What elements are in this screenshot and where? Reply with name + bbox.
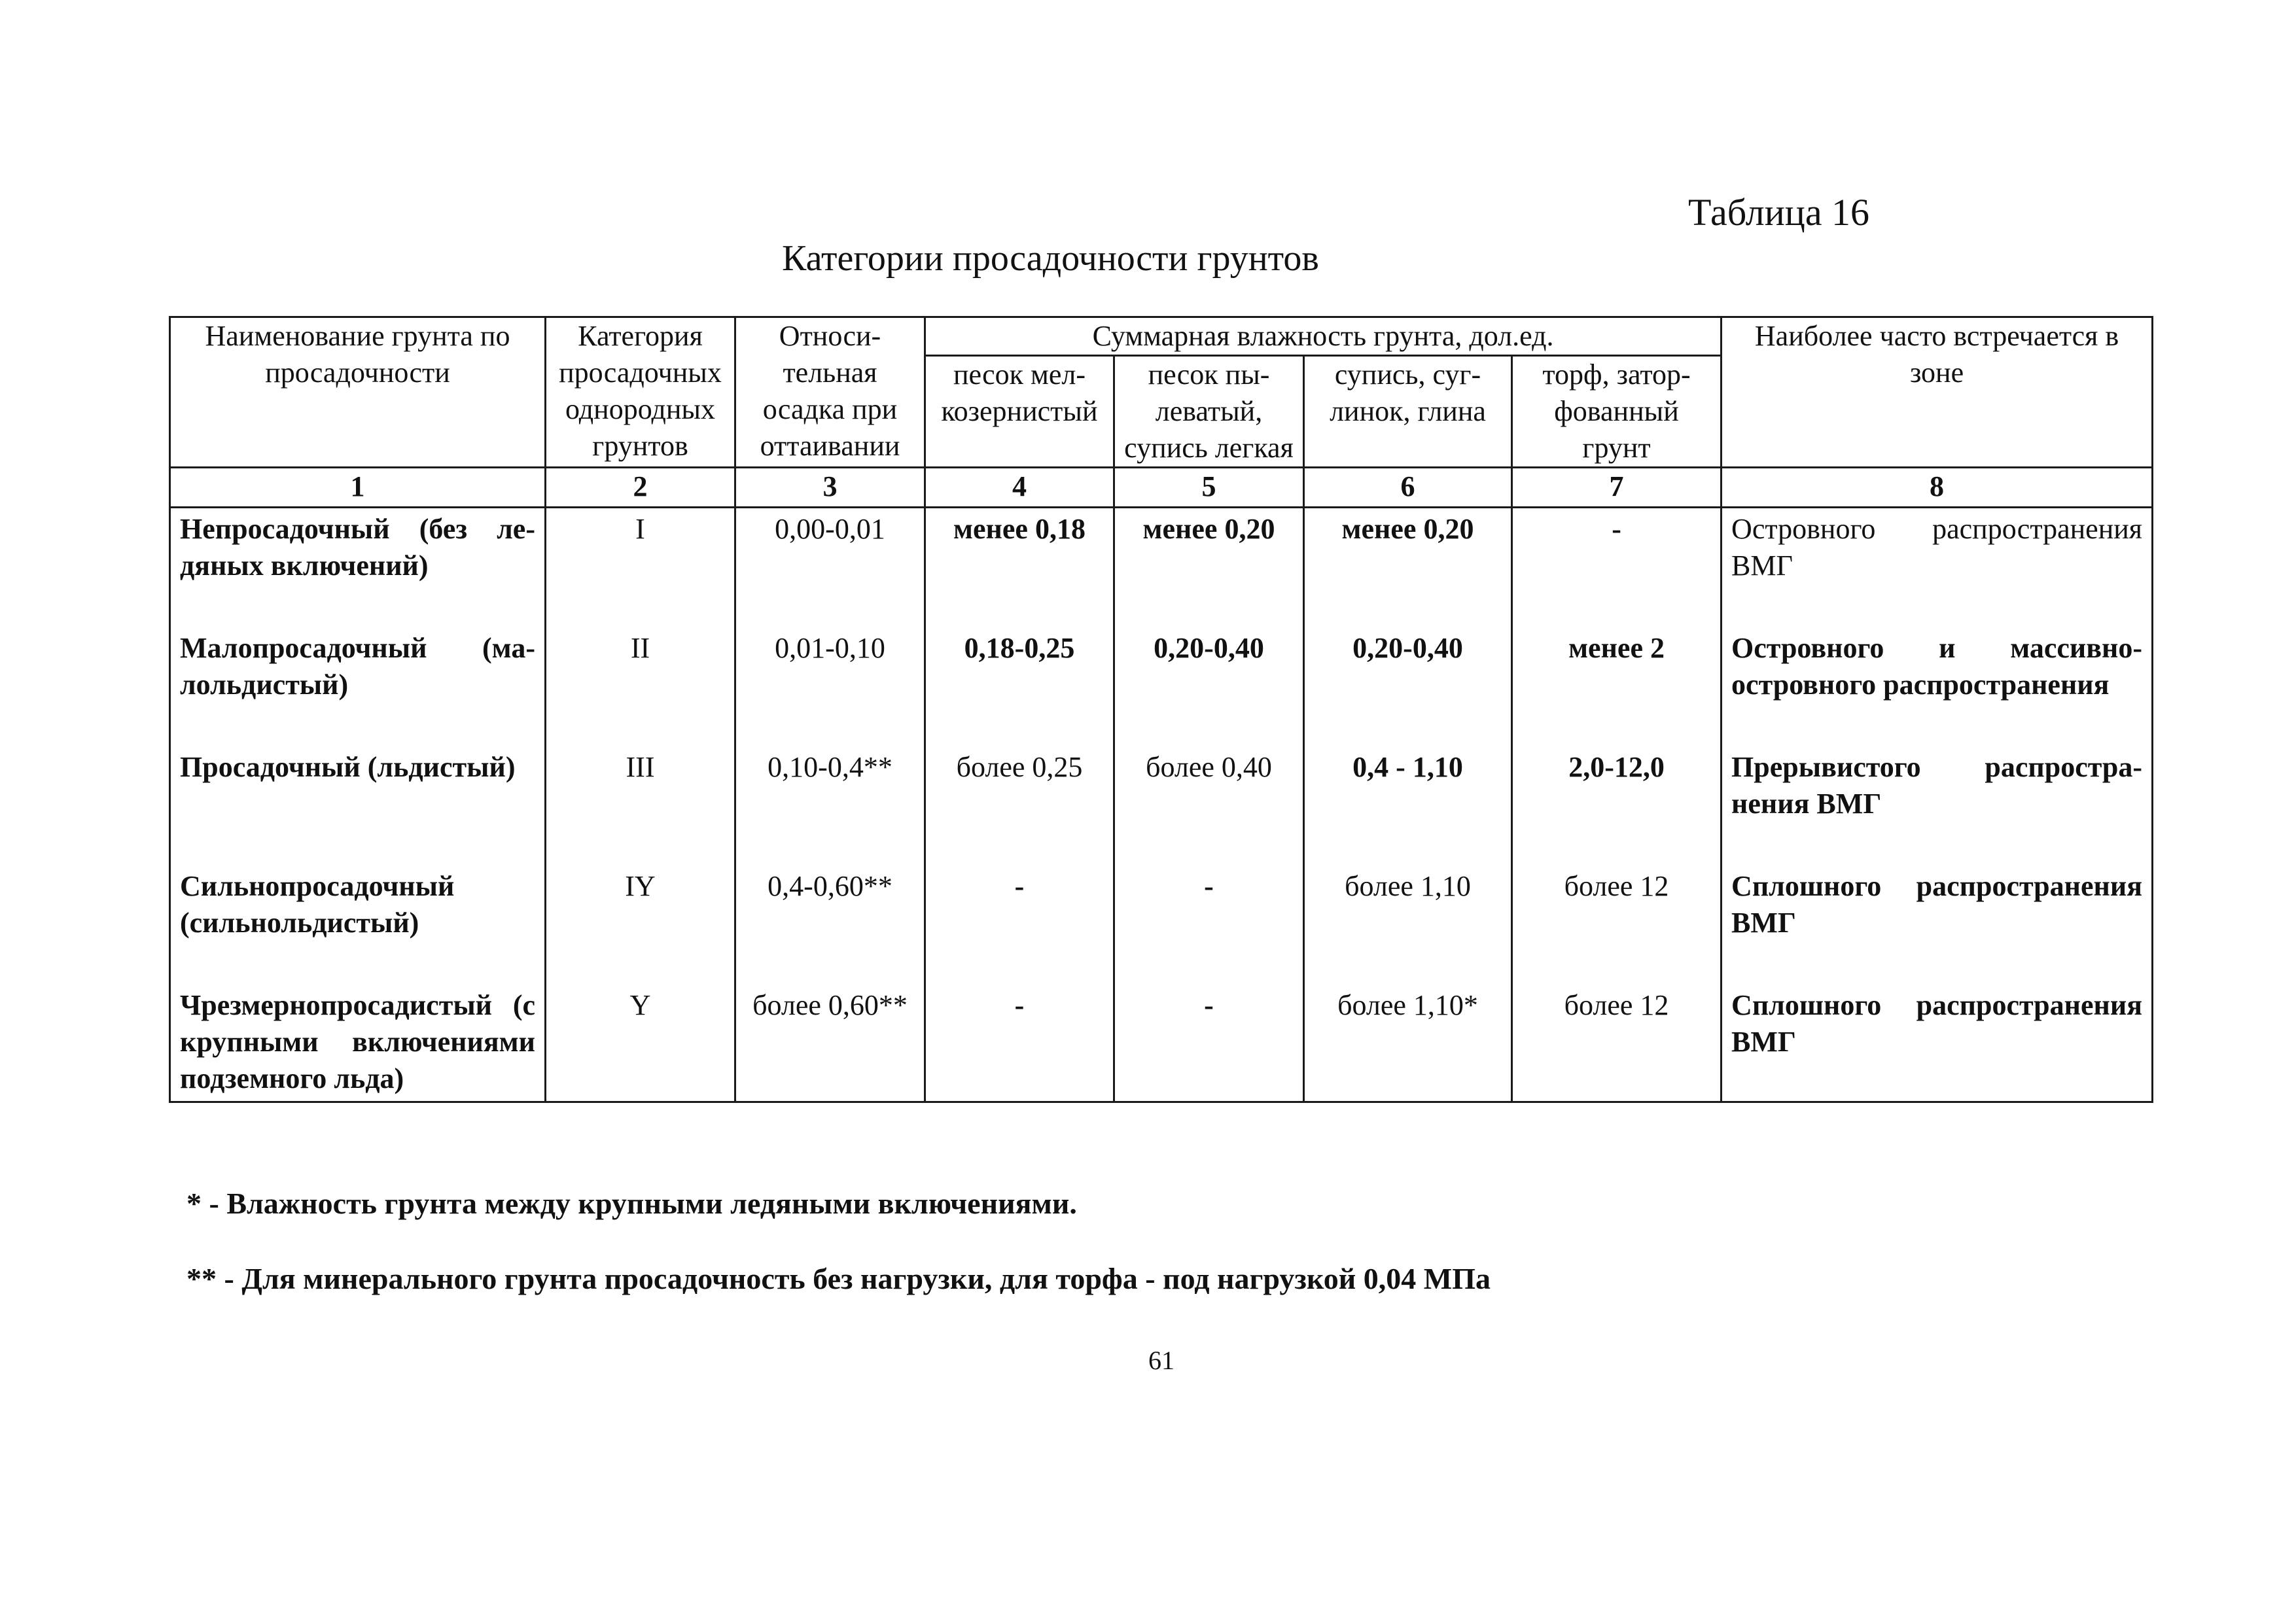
header-silty-sand: песок пылеватый, супись легкая [1114,356,1304,468]
cell-soil-name: Просадочный (льдистый) [170,746,546,865]
cell-soil-name: Сильнопросадочный (сильнольдистый) [170,865,546,985]
cell-zone: Сплошного распространения ВМГ [1722,865,2153,985]
cell-silty-sand: - [1114,865,1304,985]
cell-fine-sand: - [925,985,1114,1102]
column-number: 5 [1114,468,1304,508]
cell-peat: более 12 [1512,865,1722,985]
cell-soil-name: Непросадочный (без ледяных включений) [170,508,546,628]
table-number: Таблица 16 [1688,191,1870,234]
cell-category: II [546,627,735,746]
cell-peat: - [1512,508,1722,628]
cell-peat: менее 2 [1512,627,1722,746]
cell-zone: Прерывистого распространения ВМГ [1722,746,2153,865]
column-number: 4 [925,468,1114,508]
cell-category: I [546,508,735,628]
column-number: 2 [546,468,735,508]
table-row [170,746,2153,865]
column-number: 1 [170,468,546,508]
cell-soil-name: Малопросадочный (малольдистый) [170,627,546,746]
column-number-row [170,468,2153,508]
column-number: 3 [735,468,925,508]
column-number: 8 [1722,468,2153,508]
cell-fine-sand: более 0,25 [925,746,1114,865]
cell-loam: менее 0,20 [1304,508,1512,628]
cell-loam: 0,20-0,40 [1304,627,1512,746]
footnote-single-star: * - Влажность грунта между крупными ледяными включениями. [186,1187,1077,1220]
cell-settlement: 0,01-0,10 [735,627,925,746]
header-fine-sand: песок мелкозернистый [925,356,1114,468]
table-row [170,865,2153,985]
cell-zone: Сплошного распространения ВМГ [1722,985,2153,1102]
cell-silty-sand: более 0,40 [1114,746,1304,865]
cell-zone: Островного распространения ВМГ [1722,508,2153,628]
cell-settlement: 0,00-0,01 [735,508,925,628]
cell-loam: более 1,10* [1304,985,1512,1102]
cell-category: Y [546,985,735,1102]
table-row [170,985,2153,1102]
page-number: 61 [1148,1346,1174,1375]
cell-settlement: 0,10-0,4** [735,746,925,865]
cell-silty-sand: менее 0,20 [1114,508,1304,628]
header-category: Категория просадочных однородных грунтов [546,317,735,468]
table-row [170,508,2153,628]
table-row [170,627,2153,746]
cell-peat: более 12 [1512,985,1722,1102]
header-total-moisture-group: Суммарная влажность грунта, дол.ед. [925,317,1722,356]
column-number: 7 [1512,468,1722,508]
header-soil-name: Наименование грунта по просадочности [170,317,546,468]
header-peat: торф, заторфованный грунт [1512,356,1722,468]
table-title: Категории просадочности грунтов [782,238,1319,279]
cell-soil-name: Чрезмернопросадистый (с крупными включениями подземного льда) [170,985,546,1102]
cell-silty-sand: 0,20-0,40 [1114,627,1304,746]
cell-loam: 0,4 - 1,10 [1304,746,1512,865]
cell-category: IY [546,865,735,985]
header-loam-clay: супись, суглинок, глина [1304,356,1512,468]
cell-category: III [546,746,735,865]
cell-fine-sand: - [925,865,1114,985]
header-zone: Наиболее часто встречается в зоне [1722,317,2153,468]
cell-peat: 2,0-12,0 [1512,746,1722,865]
column-number: 6 [1304,468,1512,508]
footnote-double-star: ** - Для минерального грунта просадочность без нагрузки, для торфа - под нагрузкой 0,04 МПа [186,1262,1491,1295]
cell-settlement: более 0,60** [735,985,925,1102]
cell-fine-sand: менее 0,18 [925,508,1114,628]
cell-loam: более 1,10 [1304,865,1512,985]
cell-zone: Островного и массивно-островного распространения [1722,627,2153,746]
cell-settlement: 0,4-0,60** [735,865,925,985]
cell-fine-sand: 0,18-0,25 [925,627,1114,746]
cell-silty-sand: - [1114,985,1304,1102]
subsidence-categories-table [169,316,2153,1103]
header-relative-settlement: Относительная осадка при оттаивании [735,317,925,468]
